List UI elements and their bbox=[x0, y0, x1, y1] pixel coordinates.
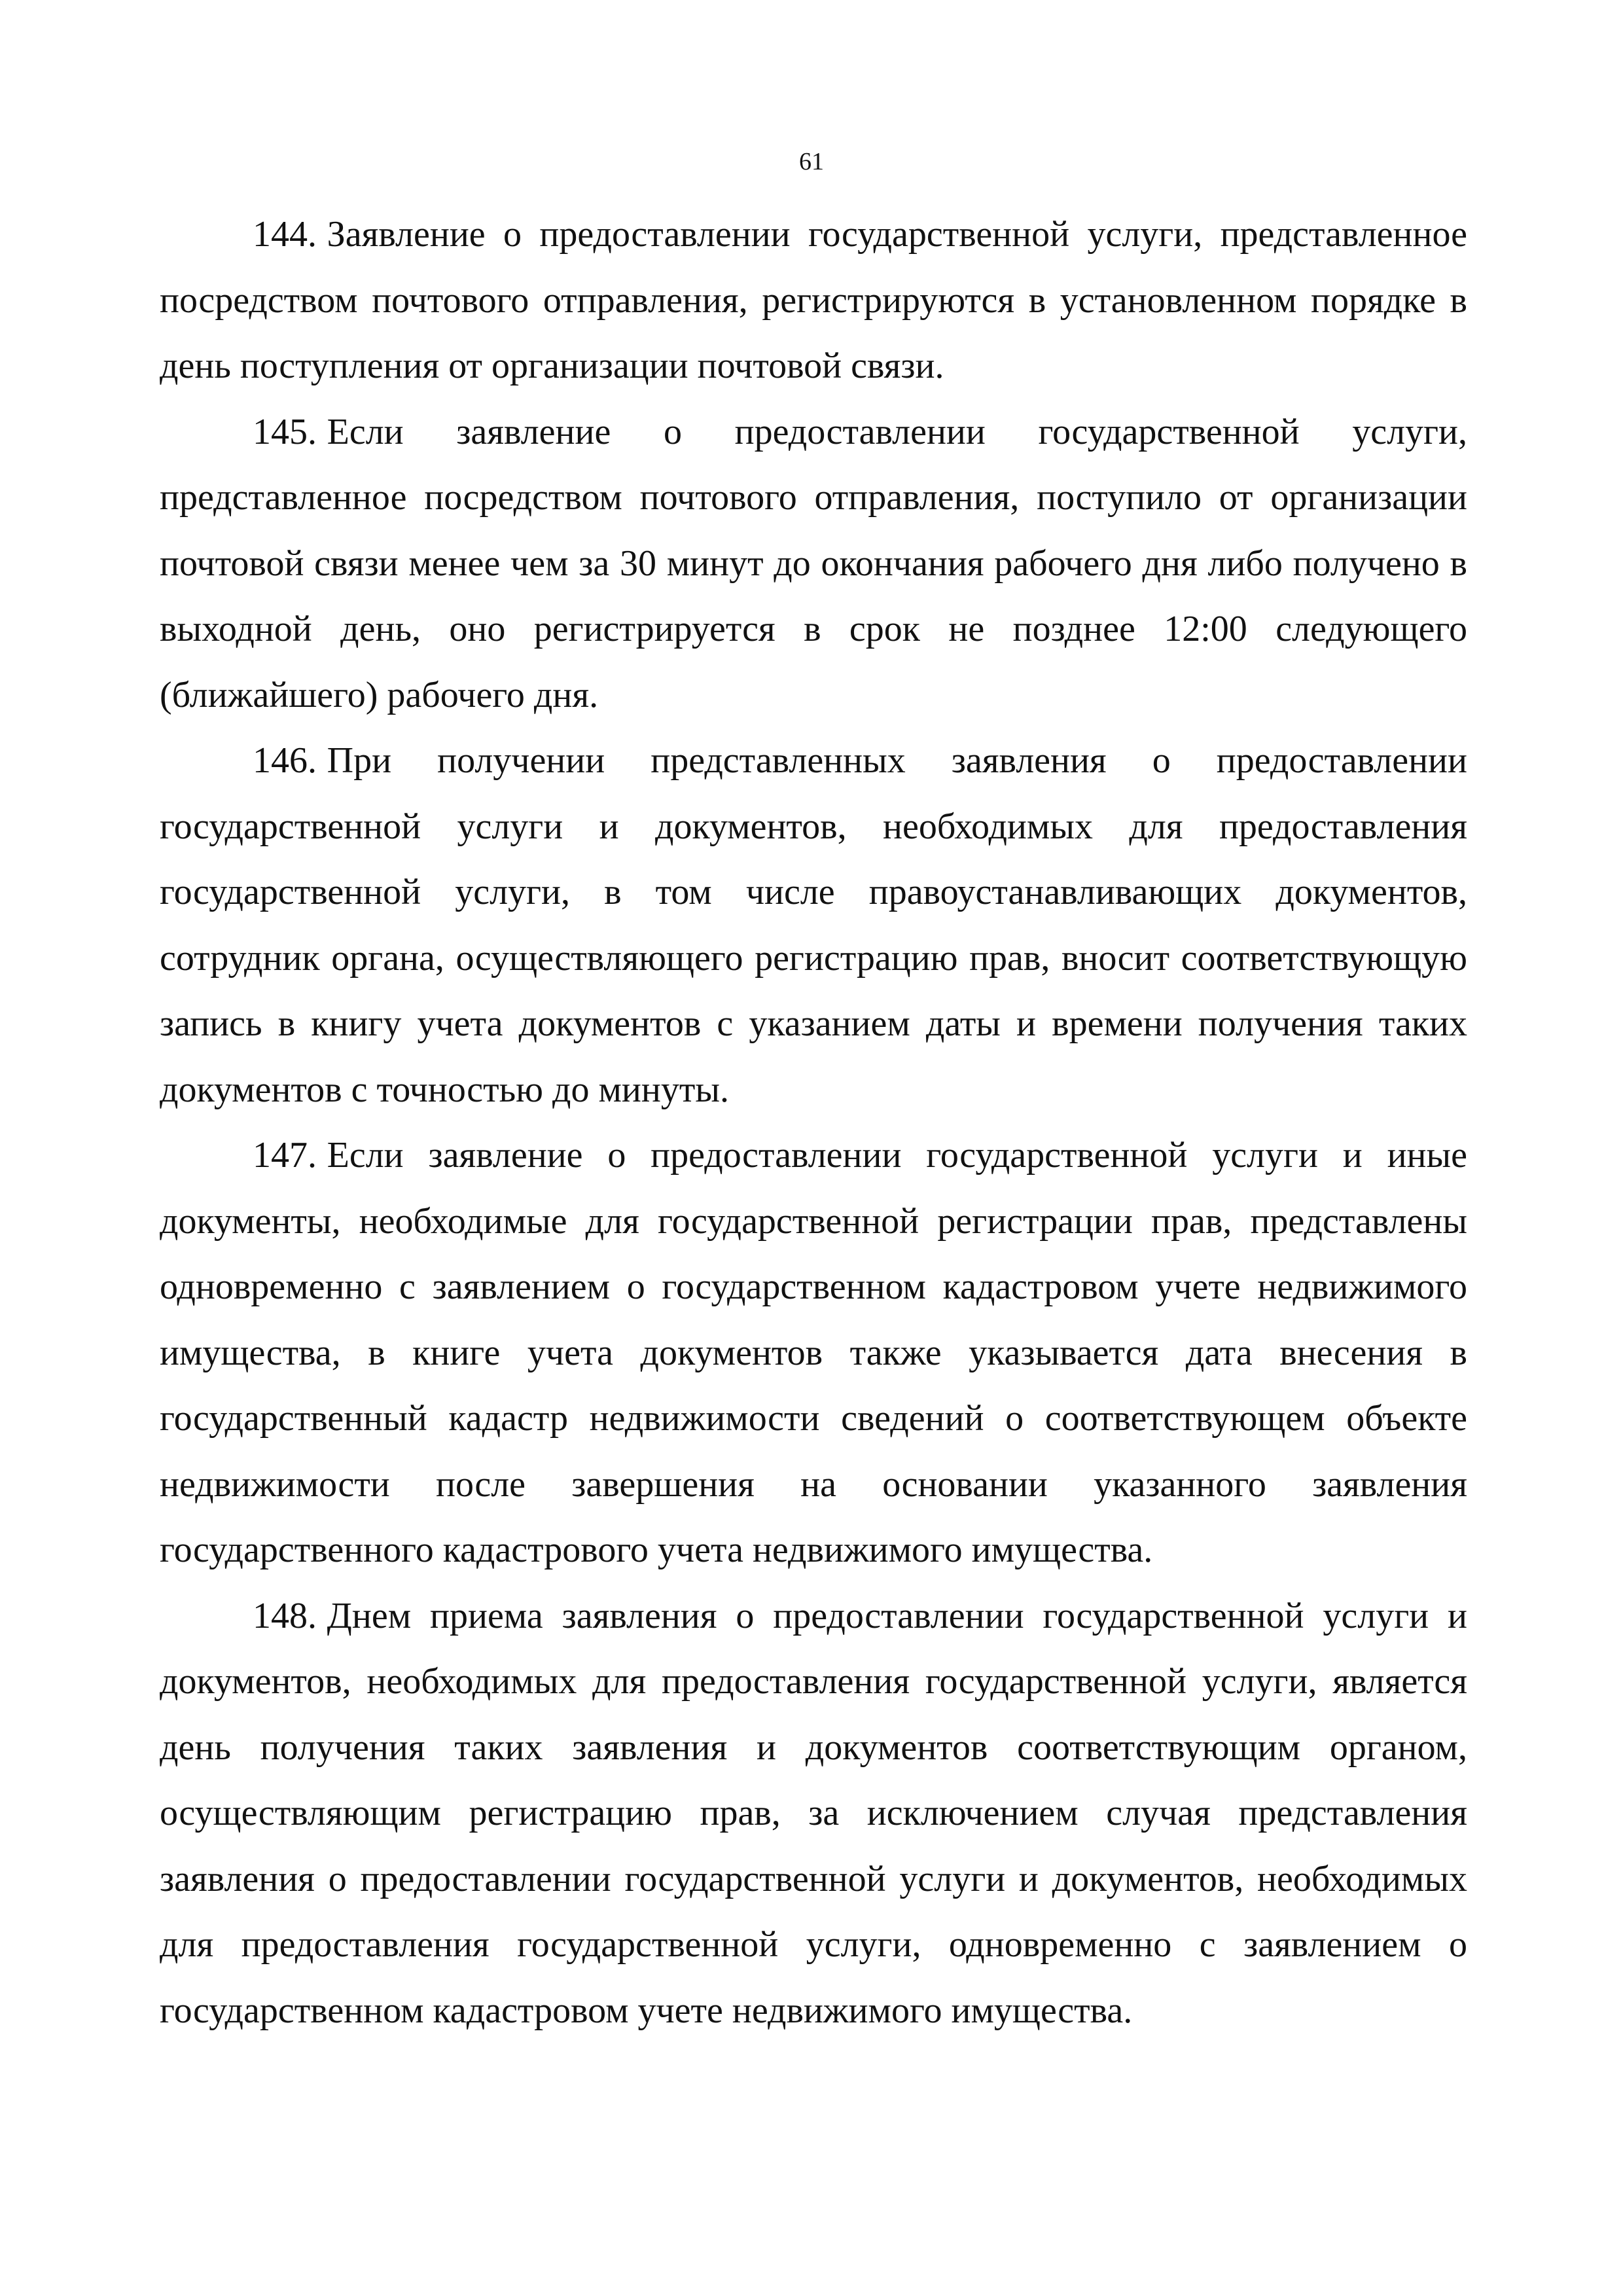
paragraph-148 bbox=[160, 1583, 1467, 2044]
paragraph-text: Заявление о предоставлении государственной услуги, представленное посредством почтового отправления, регистрируются в установленном порядке в день поступления от организации почтовой связи. bbox=[160, 214, 1467, 386]
paragraph-text: Если заявление о предоставлении государственной услуги и иные документы, необходимые для государственной регистрации прав, представлены одновременно с заявлением о государственном кадастровом учете недвижимого имущества, в книге учета документов также указывается дата внесения в государственный кадастр недвижимости сведений о соответствующем объекте недвижимости после завершения на основании указанного заявления государственного кадастрового учета недвижимого имущества. bbox=[160, 1135, 1467, 1570]
paragraph-147 bbox=[160, 1122, 1467, 1583]
document-body bbox=[160, 202, 1467, 2043]
page-number: 61 bbox=[799, 148, 824, 175]
paragraph-number: 148. bbox=[253, 1595, 317, 1636]
paragraph-144 bbox=[160, 202, 1467, 399]
paragraph-145 bbox=[160, 399, 1467, 728]
paragraph-number: 144. bbox=[253, 214, 317, 255]
paragraph-number: 145. bbox=[253, 411, 317, 452]
paragraph-text: Если заявление о предоставлении государственной услуги, представленное посредством почтового отправления, поступило от организации почтовой связи менее чем за 30 минут до окончания рабочего дня либо получено в выходной день, оно регистрируется в срок не позднее 12:00 следующего (ближайшего) рабочего дня. bbox=[160, 411, 1467, 715]
paragraph-number: 146. bbox=[253, 740, 317, 781]
paragraph-146 bbox=[160, 728, 1467, 1122]
paragraph-text: Днем приема заявления о предоставлении государственной услуги и документов, необходимых для предоставления государственной услуги, является день получения таких заявления и документов соответствующим органом, осуществляющим регистрацию прав, за исключением случая представления заявления о предоставлении государственной услуги и документов, необходимых для предоставления государственной услуги, одновременно с заявлением о государственном кадастровом учете недвижимого имущества. bbox=[160, 1595, 1467, 2031]
paragraph-text: При получении представленных заявления о предоставлении государственной услуги и документов, необходимых для предоставления государственной услуги, в том числе правоустанавливающих документов, сотрудник органа, осуществляющего регистрацию прав, вносит соответствующую запись в книгу учета документов с указанием даты и времени получения таких документов с точностью до минуты. bbox=[160, 740, 1467, 1110]
paragraph-number: 147. bbox=[253, 1135, 317, 1175]
